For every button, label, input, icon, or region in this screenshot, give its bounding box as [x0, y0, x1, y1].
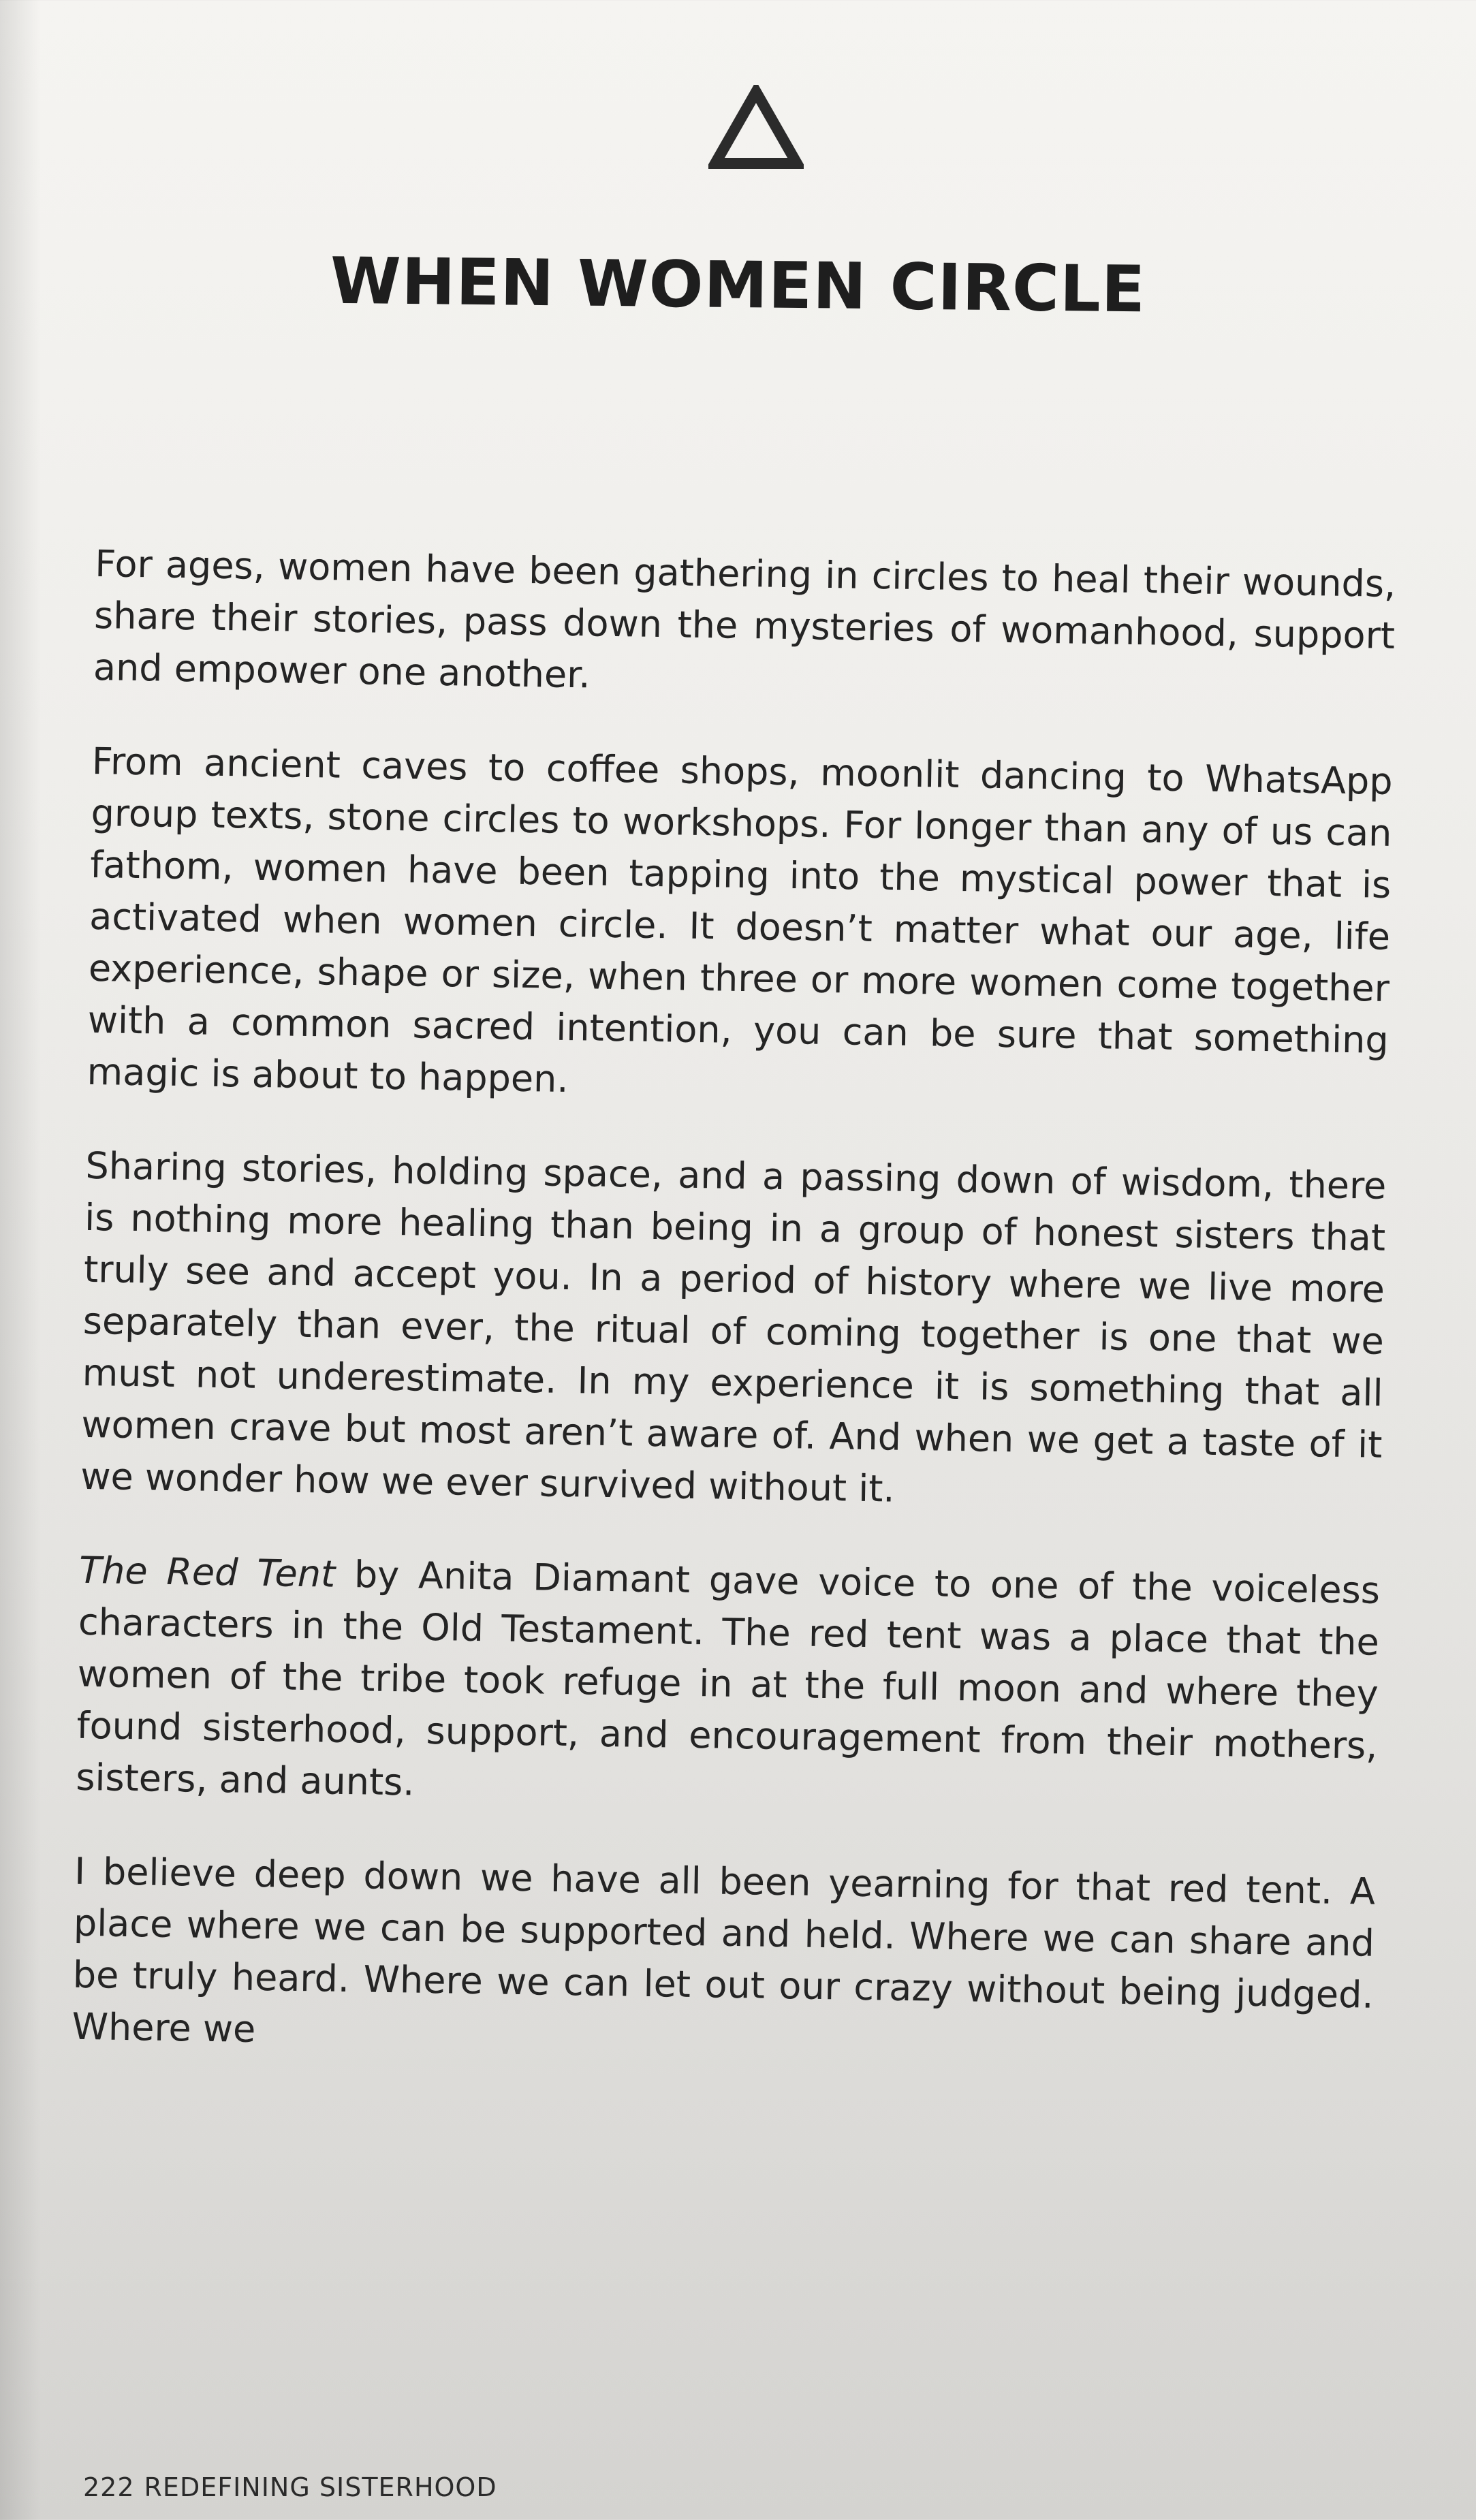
body-text — [72, 538, 1396, 2073]
paragraph-5: I believe deep down we have all been yearning for that red tent. A place where we can be supported and held. Where we can share and be truly heard. Where we can let out our crazy without being judged. Where we — [72, 1849, 1376, 2051]
page-number: 222 — [83, 2472, 135, 2502]
paragraph-4-text: by Anita Diamant gave voice to one of the voiceless characters in the Old Testament. The red tent was a place that the women of the tribe took refuge in at the full moon and where they found sisterhood, support, and encouragement from their mothers, sisters, and aunts. — [75, 1552, 1381, 1804]
triangle-icon — [708, 85, 804, 170]
paragraph-4 — [76, 1545, 1381, 1824]
paragraph-3: Sharing stories, holding space, and a passing down of wisdom, there is nothing more healing than being in a group of honest sisters that truly see and accept you. In a period of history where we live more separately than ever, the ritual of coming together is one that we must not underestimate. In my experience it is something that all women crave but most aren’t aware of. And when we get a taste of it we wonder how we ever survived without it. — [80, 1144, 1387, 1511]
page-gutter-shadow — [0, 0, 41, 2520]
running-title: REDEFINING SISTERHOOD — [144, 2472, 497, 2502]
book-title-italic: The Red Tent — [78, 1548, 336, 1596]
paragraph-2: From ancient caves to coffee shops, moonlit dancing to WhatsApp group texts, stone circles to workshops. For longer than any of us can fathom, women have been tapping into the mystical power that is activated when women circle. It doesn’t matter what our age, life experience, shape or size, when three or more women come together with a common sacred intention, you can be sure that something magic is about to happen. — [87, 739, 1394, 1101]
chapter-title: WHEN WOMEN CIRCLE — [330, 244, 1146, 328]
running-footer — [83, 2472, 497, 2502]
paragraph-1: For ages, women have been gathering in circles to heal their wounds, share their stories, pass down the mysteries of womanhood, support and empower one another. — [93, 541, 1396, 697]
